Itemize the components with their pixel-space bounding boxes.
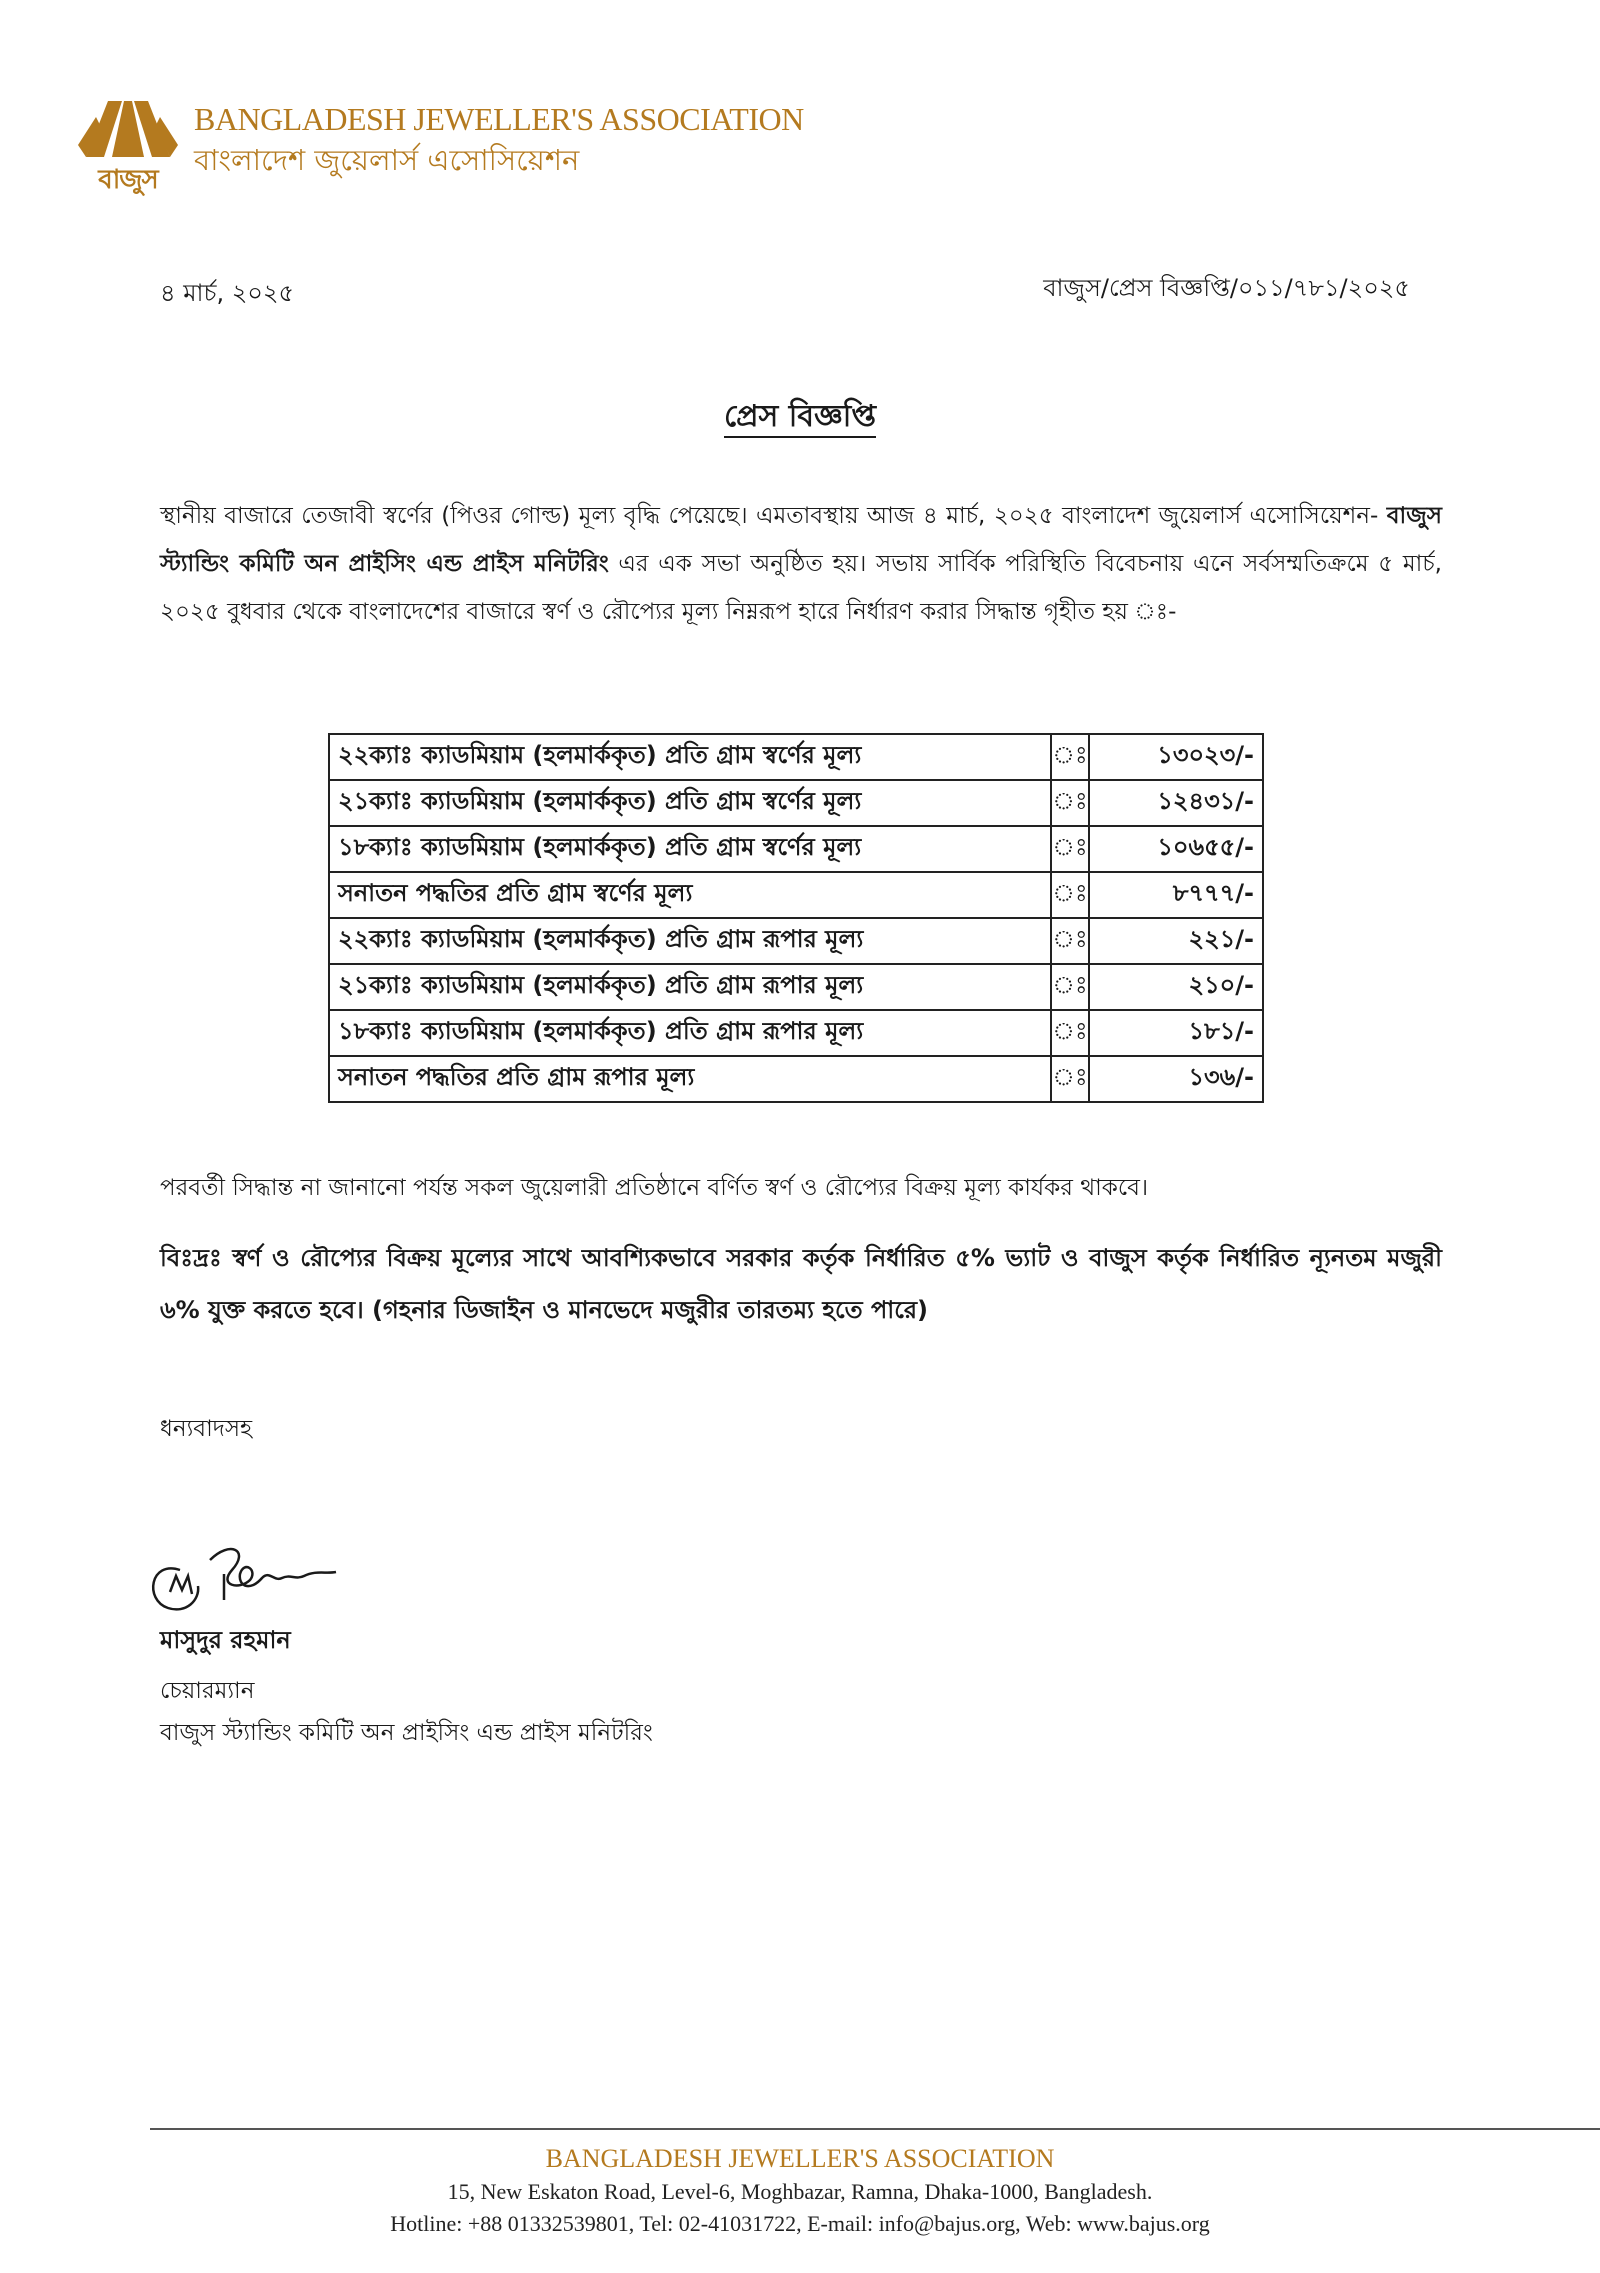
price-item: ১৮ক্যাঃ ক্যাডমিয়াম (হলমার্ককৃত) প্রতি গ্রাম রূপার মূল্য bbox=[329, 1010, 1051, 1056]
price-value: ১৮১/- bbox=[1089, 1010, 1263, 1056]
logo-fan-icon bbox=[78, 95, 178, 161]
signatory-role: চেয়ারম্যান bbox=[160, 1678, 255, 1704]
signatory-name: মাসুদুর রহমান bbox=[160, 1626, 291, 1654]
closing-text: ধন্যবাদসহ bbox=[160, 1416, 253, 1442]
price-item: ২১ক্যাঃ ক্যাডমিয়াম (হলমার্ককৃত) প্রতি গ্রাম রূপার মূল্য bbox=[329, 964, 1051, 1010]
price-separator: ঃ bbox=[1051, 1010, 1090, 1056]
table-row bbox=[329, 826, 1263, 872]
table-row bbox=[329, 1010, 1263, 1056]
intro-text-1: স্থানীয় বাজারে তেজাবী স্বর্ণের (পিওর গোল্ড) মূল্য বৃদ্ধি পেয়েছে। এমতাবস্থায় আজ ৪ মার্চ, ২০২৫ বাংলাদেশ জুয়েলার্স এসোসিয়েশন- bbox=[160, 503, 1387, 529]
org-names bbox=[194, 99, 804, 181]
price-separator: ঃ bbox=[1051, 872, 1090, 918]
price-separator: ঃ bbox=[1051, 1056, 1090, 1102]
table-row bbox=[329, 918, 1263, 964]
letterhead bbox=[78, 95, 804, 195]
price-value: ৮৭৭৭/- bbox=[1089, 872, 1263, 918]
price-separator: ঃ bbox=[1051, 918, 1090, 964]
price-separator: ঃ bbox=[1051, 780, 1090, 826]
logo-wordmark: বাজুস bbox=[98, 165, 158, 195]
footer-org-name: BANGLADESH JEWELLER'S ASSOCIATION bbox=[545, 2144, 1055, 2173]
price-separator: ঃ bbox=[1051, 734, 1090, 780]
footer-address: 15, New Eskaton Road, Level-6, Moghbazar, Ramna, Dhaka-1000, Bangladesh. bbox=[447, 2179, 1153, 2204]
footer-divider bbox=[150, 2128, 1600, 2130]
price-item: সনাতন পদ্ধতির প্রতি গ্রাম রূপার মূল্য bbox=[329, 1056, 1051, 1102]
price-table bbox=[328, 733, 1264, 1103]
table-row bbox=[329, 1056, 1263, 1102]
committee-name-bold: বাজুস স্ট্যান্ডিং কমিটি অন প্রাইসিং এন্ড প্রাইস মনিটরিং bbox=[160, 503, 1442, 577]
price-item: ১৮ক্যাঃ ক্যাডমিয়াম (হলমার্ককৃত) প্রতি গ্রাম স্বর্ণের মূল্য bbox=[329, 826, 1051, 872]
title-text: প্রেস বিজ্ঞপ্তি bbox=[724, 399, 876, 438]
price-value: ১০৬৫৫/- bbox=[1089, 826, 1263, 872]
price-separator: ঃ bbox=[1051, 826, 1090, 872]
org-name-english: BANGLADESH JEWELLER'S ASSOCIATION bbox=[194, 101, 804, 137]
price-value: ১৩৬/- bbox=[1089, 1056, 1263, 1102]
price-separator: ঃ bbox=[1051, 964, 1090, 1010]
price-item: ২২ক্যাঃ ক্যাডমিয়াম (হলমার্ককৃত) প্রতি গ্রাম রূপার মূল্য bbox=[329, 918, 1051, 964]
document-title bbox=[0, 392, 1600, 443]
table-row bbox=[329, 734, 1263, 780]
footer bbox=[0, 2142, 1600, 2240]
validity-note: পরবর্তী সিদ্ধান্ত না জানানো পর্যন্ত সকল জুয়েলারী প্রতিষ্ঠানে বর্ণিত স্বর্ণ ও রৌপ্যের বিক্রয় মূল্য কার্যকর থাকবে। bbox=[160, 1175, 1149, 1201]
price-value: ১৩০২৩/- bbox=[1089, 734, 1263, 780]
issue-date: ৪ মার্চ, ২০২৫ bbox=[160, 279, 295, 307]
price-value: ১২৪৩১/- bbox=[1089, 780, 1263, 826]
reference-number: বাজুস/প্রেস বিজ্ঞপ্তি/০১১/৭৮১/২০২৫ bbox=[1043, 274, 1410, 302]
table-row bbox=[329, 964, 1263, 1010]
bajus-logo bbox=[78, 95, 178, 195]
price-item: সনাতন পদ্ধতির প্রতি গ্রাম স্বর্ণের মূল্য bbox=[329, 872, 1051, 918]
table-row bbox=[329, 780, 1263, 826]
table-row bbox=[329, 872, 1263, 918]
intro-paragraph bbox=[160, 492, 1442, 636]
intro-text-2: এর এক সভা অনুষ্ঠিত হয়। সভায় সার্বিক পরিস্থিতি বিবেচনায় এনে সর্বসম্মতিক্রমে ৫ মার্চ, ২০২৫ বুধবার থেকে বাংলাদেশের বাজারে স্বর্ণ ও রৌপ্যের মূল্য নিম্নরূপ হারে নির্ধারণ করার সিদ্ধান্ত গৃহীত হয় ঃ- bbox=[160, 551, 1442, 625]
handwritten-signature bbox=[140, 1530, 380, 1630]
org-name-bangla: বাংলাদেশ জুয়েলার্স এসোসিয়েশন bbox=[194, 143, 580, 177]
price-item: ২১ক্যাঃ ক্যাডমিয়াম (হলমার্ককৃত) প্রতি গ্রাম স্বর্ণের মূল্য bbox=[329, 780, 1051, 826]
price-item: ২২ক্যাঃ ক্যাডমিয়াম (হলমার্ককৃত) প্রতি গ্রাম স্বর্ণের মূল্য bbox=[329, 734, 1051, 780]
price-value: ২২১/- bbox=[1089, 918, 1263, 964]
footer-contact: Hotline: +88 01332539801, Tel: 02-41031722, E-mail: info@bajus.org, Web: www.bajus.org bbox=[390, 2211, 1210, 2236]
signatory-committee: বাজুস স্ট্যান্ডিং কমিটি অন প্রাইসিং এন্ড প্রাইস মনিটরিং bbox=[160, 1720, 653, 1746]
price-value: ২১০/- bbox=[1089, 964, 1263, 1010]
vat-remark: বিঃদ্রঃ স্বর্ণ ও রৌপ্যের বিক্রয় মূল্যের সাথে আবশ্যিকভাবে সরকার কর্তৃক নির্ধারিত ৫% ভ্যাট ও বাজুস কর্তৃক নির্ধারিত ন্যূনতম মজুরী ৬% যুক্ত করতে হবে। (গহনার ডিজাইন ও মানভেদে মজুরীর তারতম্য হতে পারে) bbox=[160, 1244, 1442, 1324]
